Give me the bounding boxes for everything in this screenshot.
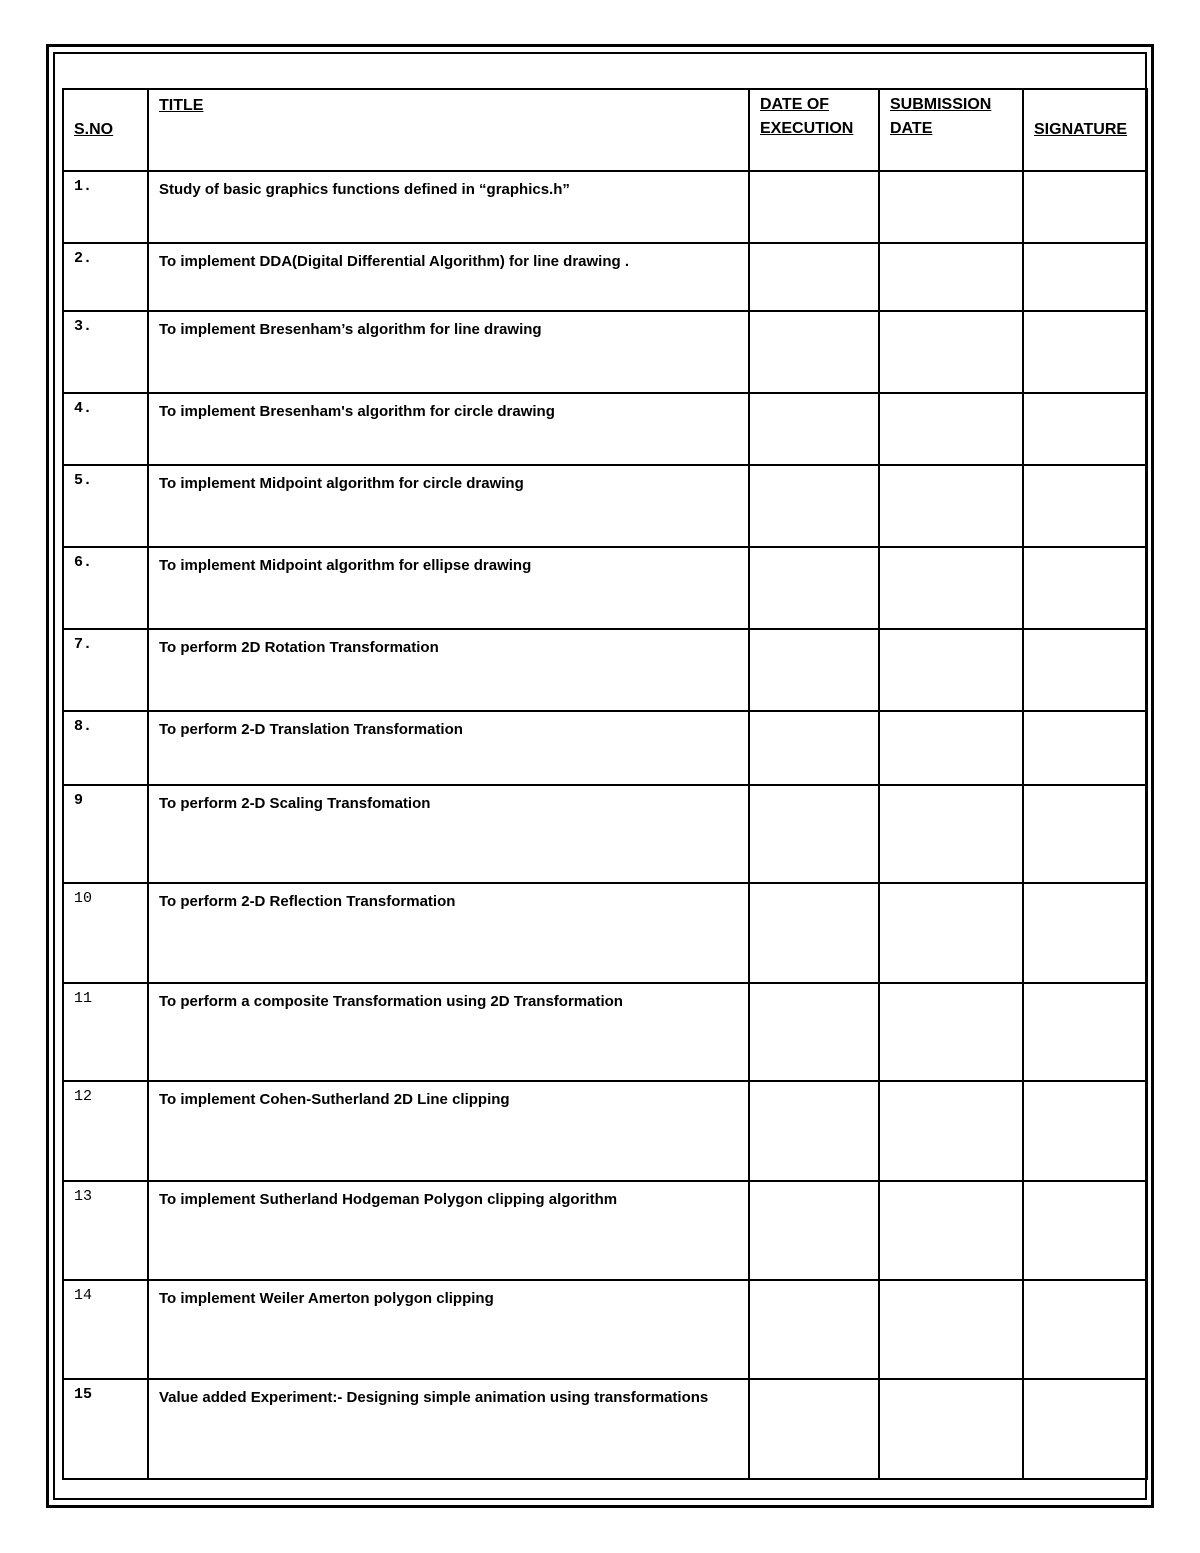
sno-cell	[63, 1181, 148, 1280]
header-sno-label: S.NO	[74, 121, 114, 138]
sno-cell	[63, 711, 148, 785]
header-submission-line2: DATE	[890, 120, 933, 137]
sno-value: 6.	[74, 554, 93, 571]
sno-value: 8.	[74, 718, 93, 735]
submission-date-cell	[879, 883, 1023, 983]
date-of-execution-cell	[749, 785, 879, 883]
title-cell	[148, 465, 749, 547]
title-cell	[148, 393, 749, 465]
table-row	[63, 1081, 1147, 1181]
sno-cell	[63, 465, 148, 547]
date-of-execution-cell	[749, 629, 879, 711]
sno-cell	[63, 983, 148, 1081]
header-submission-line1: SUBMISSION	[890, 96, 992, 113]
signature-cell	[1023, 393, 1147, 465]
title-cell	[148, 547, 749, 629]
title-cell	[148, 711, 749, 785]
title-cell	[148, 883, 749, 983]
sno-cell	[63, 1081, 148, 1181]
signature-cell	[1023, 243, 1147, 311]
table-row	[63, 547, 1147, 629]
signature-cell	[1023, 171, 1147, 243]
title-value: To implement Cohen-Sutherland 2D Line clipping	[159, 1091, 510, 1108]
table-row	[63, 393, 1147, 465]
title-value: To perform 2-D Translation Transformation	[159, 721, 463, 738]
title-value: To implement Midpoint algorithm for circle drawing	[159, 475, 524, 492]
title-value: To perform 2-D Scaling Transfomation	[159, 795, 431, 812]
date-of-execution-cell	[749, 243, 879, 311]
sno-value: 9	[74, 792, 84, 809]
signature-cell	[1023, 311, 1147, 393]
signature-cell	[1023, 1081, 1147, 1181]
title-cell	[148, 171, 749, 243]
sno-cell	[63, 1379, 148, 1479]
signature-cell	[1023, 883, 1147, 983]
sno-cell	[63, 1280, 148, 1379]
signature-cell	[1023, 629, 1147, 711]
signature-cell	[1023, 983, 1147, 1081]
submission-date-cell	[879, 171, 1023, 243]
date-of-execution-cell	[749, 393, 879, 465]
submission-date-cell	[879, 243, 1023, 311]
sno-value: 7.	[74, 636, 93, 653]
date-of-execution-cell	[749, 465, 879, 547]
header-title	[148, 89, 749, 171]
signature-cell	[1023, 465, 1147, 547]
header-title-label: TITLE	[159, 97, 204, 114]
title-value: To implement Midpoint algorithm for ellipse drawing	[159, 557, 532, 574]
sno-cell	[63, 171, 148, 243]
title-value: To implement DDA(Digital Differential Algorithm) for line drawing .	[159, 253, 630, 270]
table-header-row	[63, 89, 1147, 171]
title-value: To perform a composite Transformation using 2D Transformation	[159, 993, 623, 1010]
sno-cell	[63, 311, 148, 393]
title-value: To implement Weiler Amerton polygon clipping	[159, 1290, 494, 1307]
table-row	[63, 465, 1147, 547]
title-cell	[148, 629, 749, 711]
table-row	[63, 311, 1147, 393]
title-cell	[148, 785, 749, 883]
submission-date-cell	[879, 629, 1023, 711]
header-submission-date	[879, 89, 1023, 171]
title-cell	[148, 1081, 749, 1181]
date-of-execution-cell	[749, 711, 879, 785]
sno-value: 10	[74, 890, 93, 907]
signature-cell	[1023, 1379, 1147, 1479]
title-value: To perform 2-D Reflection Transformation	[159, 893, 456, 910]
table-row	[63, 883, 1147, 983]
sno-cell	[63, 393, 148, 465]
title-value: To implement Sutherland Hodgeman Polygon clipping algorithm	[159, 1191, 618, 1208]
title-cell	[148, 1280, 749, 1379]
date-of-execution-cell	[749, 1081, 879, 1181]
title-cell	[148, 1379, 749, 1479]
sno-cell	[63, 547, 148, 629]
date-of-execution-cell	[749, 171, 879, 243]
title-cell	[148, 243, 749, 311]
sno-value: 1.	[74, 178, 93, 195]
table-row	[63, 711, 1147, 785]
header-signature-label: SIGNATURE	[1034, 121, 1128, 138]
sno-value: 5.	[74, 472, 93, 489]
submission-date-cell	[879, 393, 1023, 465]
date-of-execution-cell	[749, 883, 879, 983]
submission-date-cell	[879, 1379, 1023, 1479]
header-date-line1: DATE OF	[760, 96, 830, 113]
sno-value: 11	[74, 990, 93, 1007]
submission-date-cell	[879, 311, 1023, 393]
table-row	[63, 785, 1147, 883]
sno-value: 14	[74, 1287, 93, 1304]
date-of-execution-cell	[749, 1181, 879, 1280]
header-sno	[63, 89, 148, 171]
title-value: Study of basic graphics functions defined in “graphics.h”	[159, 181, 570, 198]
sno-value: 12	[74, 1088, 93, 1105]
signature-cell	[1023, 547, 1147, 629]
title-value: Value added Experiment:- Designing simple animation using transformations	[159, 1389, 709, 1406]
date-of-execution-cell	[749, 311, 879, 393]
header-date-of-execution	[749, 89, 879, 171]
sno-value: 15	[74, 1386, 93, 1403]
sno-cell	[63, 629, 148, 711]
submission-date-cell	[879, 785, 1023, 883]
sno-cell	[63, 883, 148, 983]
title-cell	[148, 311, 749, 393]
signature-cell	[1023, 785, 1147, 883]
submission-date-cell	[879, 983, 1023, 1081]
date-of-execution-cell	[749, 983, 879, 1081]
table-row	[63, 243, 1147, 311]
sno-cell	[63, 785, 148, 883]
table-row	[63, 1379, 1147, 1479]
date-of-execution-cell	[749, 547, 879, 629]
date-of-execution-cell	[749, 1280, 879, 1379]
sno-value: 3.	[74, 318, 93, 335]
sno-cell	[63, 243, 148, 311]
submission-date-cell	[879, 1280, 1023, 1379]
table-row	[63, 171, 1147, 243]
title-value: To implement Bresenham's algorithm for circle drawing	[159, 403, 555, 420]
table-row	[63, 629, 1147, 711]
submission-date-cell	[879, 1081, 1023, 1181]
sno-value: 2.	[74, 250, 93, 267]
table-row	[63, 983, 1147, 1081]
table-row	[63, 1280, 1147, 1379]
header-signature	[1023, 89, 1147, 171]
date-of-execution-cell	[749, 1379, 879, 1479]
header-date-line2: EXECUTION	[760, 120, 854, 137]
submission-date-cell	[879, 547, 1023, 629]
signature-cell	[1023, 1181, 1147, 1280]
sno-value: 13	[74, 1188, 93, 1205]
signature-cell	[1023, 1280, 1147, 1379]
experiment-index-table	[62, 88, 1148, 1480]
submission-date-cell	[879, 711, 1023, 785]
table-row	[63, 1181, 1147, 1280]
submission-date-cell	[879, 1181, 1023, 1280]
sno-value: 4.	[74, 400, 93, 417]
submission-date-cell	[879, 465, 1023, 547]
title-cell	[148, 1181, 749, 1280]
title-cell	[148, 983, 749, 1081]
signature-cell	[1023, 711, 1147, 785]
title-value: To perform 2D Rotation Transformation	[159, 639, 439, 656]
title-value: To implement Bresenham’s algorithm for line drawing	[159, 321, 542, 338]
